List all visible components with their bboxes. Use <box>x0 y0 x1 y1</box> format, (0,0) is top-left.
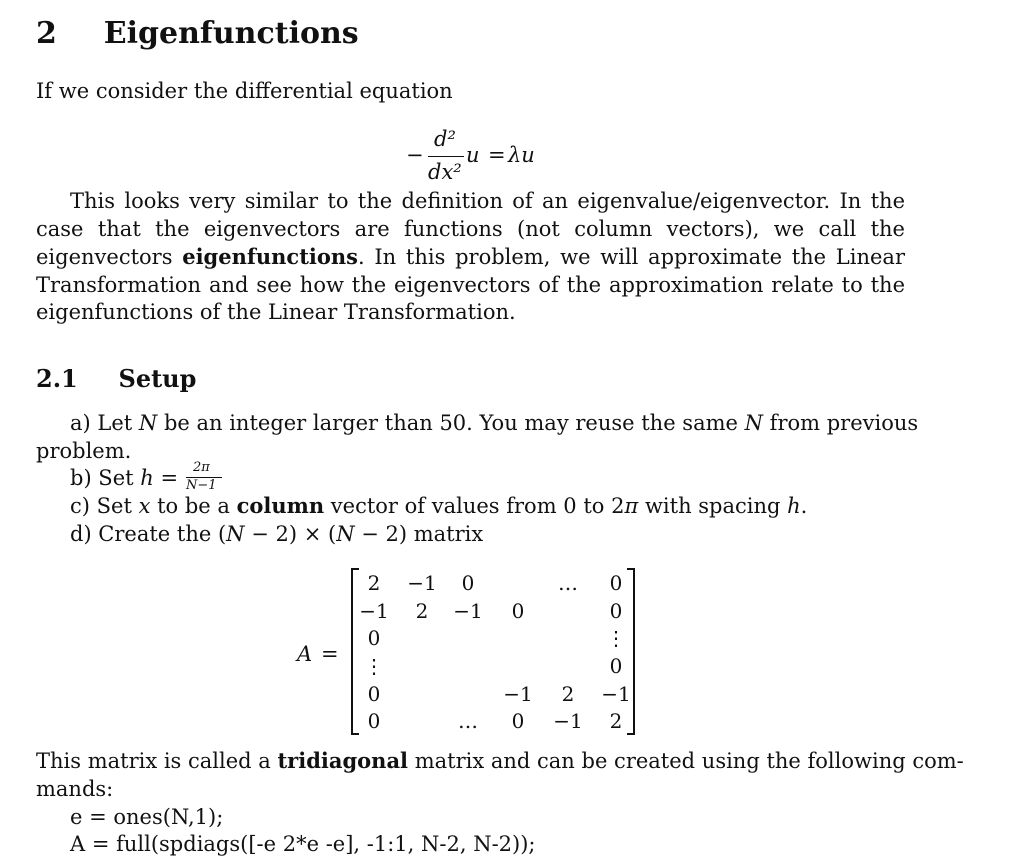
matrix-cell: −1 <box>553 709 583 733</box>
paragraph-bold-term: eigenfunctions <box>182 244 358 269</box>
closing-text-1: This matrix is called a <box>36 749 278 773</box>
eq-equals: = <box>488 143 506 167</box>
section-heading <box>36 16 359 51</box>
step-a <box>70 409 918 437</box>
step-a-label: a) Let <box>70 411 139 435</box>
step-b <box>70 464 178 492</box>
matrix-cell: 0 <box>609 599 623 623</box>
step-d-end: − 2) matrix <box>354 522 484 546</box>
step-a-mid: be an integer larger than 50. You may reuse the same <box>157 411 745 435</box>
closing-bold-term: tridiagonal <box>277 748 409 773</box>
matrix-cell: 2 <box>415 599 429 623</box>
step-c-period: . <box>800 494 808 518</box>
step-a-var-n2: N <box>744 411 763 435</box>
step-d-label: d) Create the ( <box>70 522 227 546</box>
code-line-2: A = full(spdiags([-e 2*e -e], -1:1, N-2, N-2)); <box>70 832 536 856</box>
matrix-cell: 2 <box>367 571 381 595</box>
matrix-lhs: A <box>297 642 313 666</box>
matrix-cell: … <box>458 709 478 733</box>
matrix-cell: −1 <box>601 682 631 706</box>
step-d <box>70 520 483 548</box>
closing-text-2: matrix and can be created using the following com- <box>408 749 964 773</box>
step-b-numerator: 2π <box>193 460 210 475</box>
matrix-cell: 0 <box>609 571 623 595</box>
step-a-var-n: N <box>138 411 158 435</box>
step-b-denominator: N−1 <box>186 478 217 493</box>
code-line-1: e = ones(N,1); <box>70 805 224 829</box>
step-c-label: c) Set <box>70 494 139 518</box>
step-c-var-h: h <box>787 494 801 518</box>
subsection-number: 2.1 <box>36 364 78 393</box>
body-paragraph <box>36 188 905 327</box>
matrix-cell: −1 <box>503 682 533 706</box>
step-c-mid: to be a <box>150 494 237 518</box>
step-d-var-n: N <box>226 522 245 546</box>
matrix-cell: −1 <box>453 599 483 623</box>
matrix-cell: 0 <box>461 571 475 595</box>
matrix-cell: 0 <box>367 709 381 733</box>
matrix-cell: −1 <box>407 571 437 595</box>
eq-numerator: d² <box>434 127 456 151</box>
step-a-end: from previous <box>763 411 919 435</box>
step-b-equals: = <box>153 466 179 490</box>
section-title: Eigenfunctions <box>103 16 359 51</box>
matrix-cell: 0 <box>511 599 525 623</box>
section-number: 2 <box>36 16 57 51</box>
matrix-cell: 0 <box>609 654 623 678</box>
closing-line2: mands: <box>36 777 114 801</box>
step-d-var-n2: N <box>336 522 355 546</box>
closing-line1 <box>36 747 964 775</box>
step-c-bold: column <box>236 493 325 518</box>
paragraph-text-2: . In this problem, we will approximate the Linear Transformation and see how the eigenvectors of the approximation relate to the eigenfunctions of the Linear Transformation. <box>36 245 905 324</box>
step-c-pi: π <box>624 494 639 518</box>
matrix-cell: 0 <box>511 709 525 733</box>
subsection-title: Setup <box>118 364 197 393</box>
step-c <box>70 492 807 520</box>
eq-denominator: dx² <box>428 160 462 184</box>
subsection-heading <box>36 364 196 393</box>
paragraph-text-1: This looks very similar to the definition of an eigenvalue/eigenvector. In the case that the eigenvectors are functions (not column vectors), we call the eigenvectors <box>36 189 905 269</box>
eq-minus: − <box>406 143 424 167</box>
matrix-cell: 0 <box>367 682 381 706</box>
step-a-line2: problem. <box>36 439 132 463</box>
matrix-cell: ⋮ <box>606 626 626 650</box>
matrix-cell: 2 <box>561 682 575 706</box>
eq-rhs: λu <box>508 143 535 167</box>
intro-text: If we consider the differential equation <box>36 79 453 103</box>
matrix-cell: −1 <box>359 599 389 623</box>
matrix-equals: = <box>321 642 339 666</box>
matrix-cell: 0 <box>367 626 381 650</box>
step-b-label: b) Set <box>70 466 141 490</box>
matrix-cell: 2 <box>609 709 623 733</box>
step-c-var-x: x <box>138 494 151 518</box>
step-d-mid: − 2) × ( <box>244 522 337 546</box>
matrix-cell: … <box>558 571 578 595</box>
eq-u: u <box>466 143 480 167</box>
matrix-cell: ⋮ <box>364 654 384 678</box>
step-b-var-h: h <box>140 466 154 490</box>
step-c-end: with spacing <box>638 494 788 518</box>
step-c-mid2: vector of values from 0 to 2 <box>324 494 625 518</box>
